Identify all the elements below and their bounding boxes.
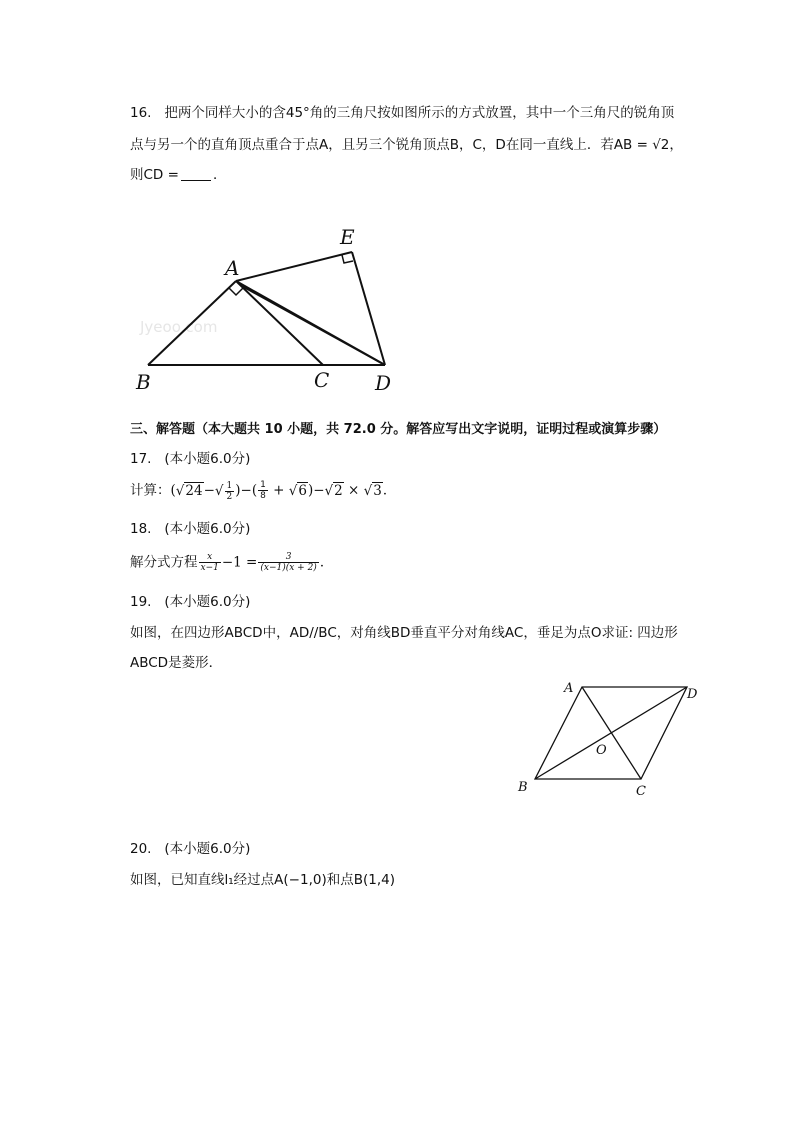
sqrt-6-radicand: 6 [298, 482, 307, 499]
sqrt-24-radicand: 24 [185, 482, 203, 499]
sqrt-2: √2 [324, 482, 343, 499]
sqrt-3-radicand: 3 [373, 482, 382, 499]
q17-close-minus: )−( [235, 482, 258, 499]
label-c: C [636, 784, 646, 799]
label-e: E [340, 225, 355, 249]
q17-label: 计算： [130, 482, 171, 499]
q16-text-1: 把两个同样大小的含45°角的三角尺按如图所示的方式放置，其中一个三角尺的锐角顶 [164, 105, 675, 121]
sqrt-2-radicand: 2 [334, 482, 343, 499]
label-b: B [136, 370, 151, 394]
q18-equation [130, 552, 333, 573]
q16-line3 [130, 166, 226, 184]
q19-figure [510, 675, 710, 805]
segment-ad-2 [242, 286, 385, 365]
lhs-numerator: x [199, 552, 221, 563]
label-o: O [596, 743, 607, 758]
q16-number: 16. [130, 105, 152, 121]
q18-score: (本小题6.0分) [164, 521, 251, 537]
q18-number: 18. [130, 521, 152, 537]
q17-expression [130, 480, 396, 502]
label-b: B [518, 780, 528, 795]
label-c: C [314, 368, 330, 392]
label-d: D [687, 687, 698, 702]
segment-ae [236, 252, 352, 281]
q20-number: 20. [130, 841, 152, 857]
rhs-numerator: 3 [258, 552, 318, 563]
fraction-lhs [199, 552, 221, 573]
label-d: D [375, 371, 392, 395]
label-a: A [225, 256, 240, 280]
q18-header [130, 520, 250, 538]
eighth-denominator: 8 [260, 491, 266, 501]
q17-minus: − [203, 482, 215, 499]
q17-open: ( [170, 482, 176, 499]
q19-line2: ABCD是菱形． [130, 655, 223, 671]
half-numerator: 1 [226, 480, 233, 491]
q17-close2: )− [307, 482, 325, 499]
q20-line1: 如图，已知直线l₁经过点A(−1,0)和点B(1,4) [130, 872, 395, 888]
q17-plus: + [268, 482, 289, 499]
q18-end: ． [319, 554, 334, 571]
q18-label: 解分式方程 [130, 554, 198, 571]
fraction-eighth [258, 480, 268, 501]
answer-blank[interactable] [181, 168, 211, 181]
fraction-half [225, 481, 235, 502]
sqrt-3: √3 [363, 482, 382, 499]
q19-line1: 如图，在四边形ABCD中，AD//BC，对角线BD垂直平分对角线AC，垂足为点O求证: 四边形 [130, 625, 678, 641]
q17-end: ． [382, 482, 397, 499]
q18-minus-one: −1 = [221, 554, 258, 571]
q19-header [130, 593, 250, 611]
right-angle-mark-a [229, 288, 243, 295]
sqrt-half: √ $\frac{1}{2}$ [214, 480, 233, 502]
half-denominator: 2 [226, 491, 233, 502]
q20-header [130, 840, 250, 858]
q16-line2: 点与另一个的直角顶点重合于点A，且另三个锐角顶点B，C，D在同一直线上．若AB = √2， [130, 137, 683, 153]
q16-answer-prefix: 则CD = [130, 167, 179, 183]
q17-number: 17. [130, 451, 152, 467]
lhs-denominator: x−1 [200, 563, 219, 573]
fraction-rhs [258, 552, 318, 573]
sqrt-24: √24 [175, 482, 203, 499]
q16-figure [130, 220, 400, 400]
q20-score: (本小题6.0分) [164, 841, 251, 857]
sqrt-6: √6 [288, 482, 307, 499]
rhs-denominator: (x−1)(x + 2) [260, 563, 317, 573]
right-angle-mark-e [342, 255, 353, 263]
q19-number: 19. [130, 594, 152, 610]
q17-header [130, 450, 250, 468]
q16-period: ． [212, 167, 227, 183]
q16-watermark: Jyeoo.com [140, 318, 218, 336]
q17-score: (本小题6.0分) [164, 451, 251, 467]
q16-line1 [130, 104, 674, 122]
eighth-numerator: 1 [260, 480, 266, 490]
q17-times: × [343, 482, 364, 499]
q19-score: (本小题6.0分) [164, 594, 251, 610]
section-3-heading: 三、解答题（本大题共 10 小题，共 72.0 分。解答应写出文字说明，证明过程或演算步骤） [130, 422, 667, 437]
label-a: A [564, 681, 574, 696]
